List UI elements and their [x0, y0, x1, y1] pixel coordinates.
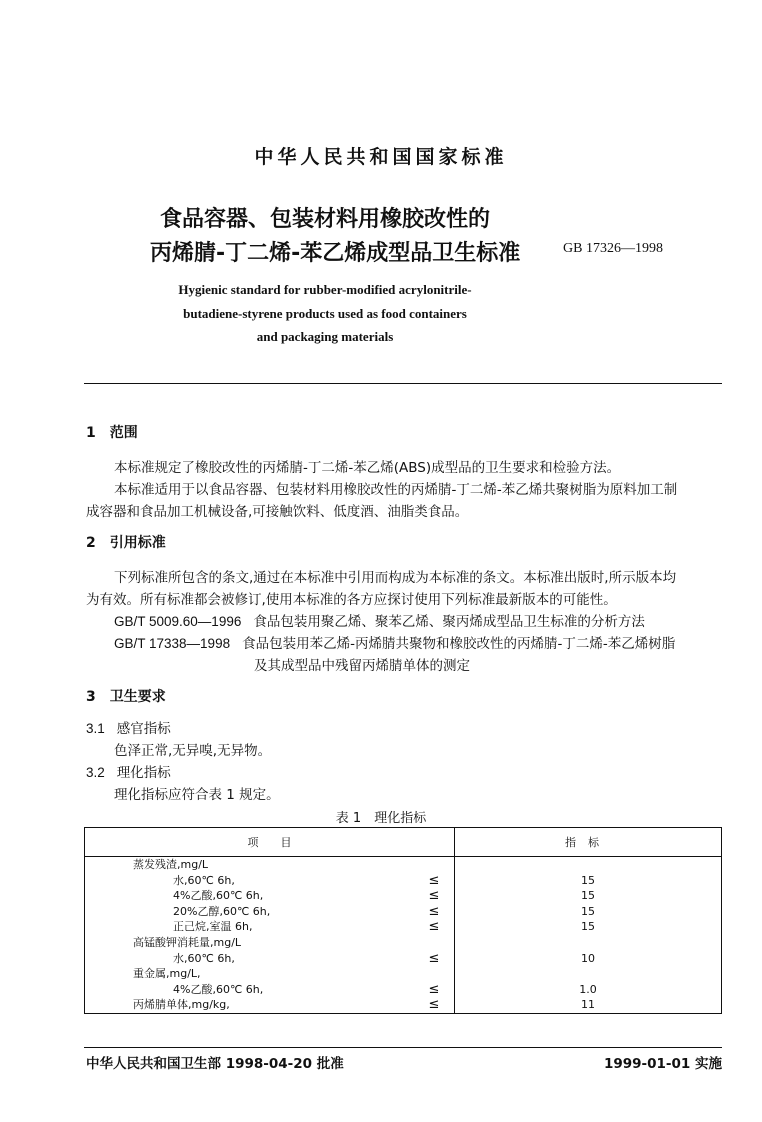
subsection-number: 3.2: [86, 765, 105, 780]
table-row: [85, 919, 722, 935]
row-value: 15: [455, 888, 722, 904]
subsection-title: 感官指标: [116, 721, 171, 737]
title-line-1: 食品容器、包装材料用橡胶改性的: [159, 207, 490, 232]
row-item: 高锰酸钾消耗量,mg/L: [133, 935, 242, 949]
section-2-paragraph-1-cont: 为有效。所有标准都会被修订,使用本标准的各方应探讨使用下列标准最新版本的可能性。: [86, 592, 617, 608]
row-value: 1.0: [455, 982, 722, 998]
row-item: 水,60℃ 6h,: [173, 873, 235, 887]
footer-divider: [84, 1047, 722, 1048]
row-value: 15: [455, 904, 722, 920]
section-2-paragraph-1: 下列标准所包含的条文,通过在本标准中引用而构成为本标准的条文。本标准出版时,所示版本均: [114, 570, 677, 586]
section-2-heading: [86, 532, 166, 552]
section-number: 1: [86, 425, 96, 441]
row-operator: ≤: [428, 981, 440, 997]
table-caption: 表 1 理化指标: [335, 811, 427, 826]
effective-date-line: 1999-01-01 实施: [603, 1056, 722, 1072]
title-line-2: 丙烯腈-丁二烯-苯乙烯成型品卫生标准: [150, 241, 521, 266]
approval-line: 中华人民共和国卫生部 1998-04-20 批准: [86, 1056, 344, 1072]
table-row: [85, 904, 722, 920]
row-value: [455, 966, 722, 982]
header-divider: [84, 383, 722, 384]
row-operator: ≤: [428, 888, 440, 904]
english-title-line-3: and packaging materials: [256, 329, 394, 344]
row-value: 11: [455, 997, 722, 1013]
reference-code: GB/T 17338—1998: [114, 636, 231, 651]
row-operator: ≤: [428, 997, 440, 1013]
row-value: 10: [455, 951, 722, 967]
row-item: 丙烯腈单体,mg/kg,: [133, 998, 230, 1012]
row-item: 蒸发残渣,mg/L: [133, 858, 209, 871]
section-title: 卫生要求: [109, 689, 166, 705]
subsection-number: 3.1: [86, 721, 105, 736]
table-row: [85, 997, 722, 1013]
english-title-line-1: Hygienic standard for rubber-modified acrylonitrile-: [178, 282, 472, 297]
reference-1: [114, 610, 645, 630]
reference-text: 食品包装用苯乙烯-丙烯腈共聚物和橡胶改性的丙烯腈-丁二烯-苯乙烯树脂: [242, 636, 676, 652]
row-item: 4%乙酸,60℃ 6h,: [173, 889, 264, 903]
section-1-paragraph-2: 本标准适用于以食品容器、包装材料用橡胶改性的丙烯腈-丁二烯-苯乙烯共聚树脂为原料加工制: [114, 482, 678, 498]
row-value: [455, 857, 722, 873]
chemical-indicators-table: [84, 827, 722, 1014]
reference-code: GB/T 5009.60—1996: [114, 614, 242, 629]
column-header-item: 项 目: [85, 828, 455, 857]
row-value: 15: [455, 873, 722, 889]
row-item: 20%乙醇,60℃ 6h,: [173, 904, 271, 918]
subsection-3-2-text: 理化指标应符合表 1 规定。: [114, 787, 280, 803]
table-row: [85, 857, 722, 873]
row-operator: ≤: [428, 872, 440, 888]
row-operator: [414, 935, 455, 951]
row-item: 水,60℃ 6h,: [173, 951, 235, 965]
reference-2: [114, 632, 675, 652]
section-1-heading: [86, 422, 138, 442]
section-number: 2: [86, 535, 96, 551]
subsection-3-2-heading: [86, 761, 171, 781]
row-item: 重金属,mg/L,: [133, 967, 201, 981]
standard-code: GB 17326—1998: [563, 241, 663, 256]
table-header-row: [85, 828, 722, 857]
english-title-line-2: butadiene-styrene products used as food containers: [183, 306, 467, 321]
section-3-heading: [86, 686, 166, 706]
table-row: [85, 935, 722, 951]
row-value: 15: [455, 919, 722, 935]
column-header-value: 指标: [455, 828, 722, 857]
table-row: [85, 873, 722, 889]
row-item: 正己烷,室温 6h,: [173, 920, 253, 934]
table-row: [85, 951, 722, 967]
subsection-3-1-heading: [86, 717, 171, 737]
table-row: [85, 888, 722, 904]
reference-text: 食品包装用聚乙烯、聚苯乙烯、聚丙烯成型品卫生标准的分析方法: [253, 614, 645, 630]
section-title: 引用标准: [109, 535, 166, 551]
row-operator: [414, 857, 455, 873]
section-number: 3: [86, 689, 96, 705]
issuer-heading: 中华人民共和国国家标准: [254, 146, 508, 168]
section-1-paragraph-2-cont: 成容器和食品加工机械设备,可接触饮料、低度酒、油脂类食品。: [86, 504, 469, 520]
subsection-title: 理化指标: [116, 765, 171, 781]
row-value: [455, 935, 722, 951]
row-operator: ≤: [428, 950, 440, 966]
subsection-3-1-text: 色泽正常,无异嗅,无异物。: [114, 743, 272, 759]
reference-2-cont: 及其成型品中残留丙烯腈单体的测定: [254, 658, 470, 674]
section-1-paragraph-1: 本标准规定了橡胶改性的丙烯腈-丁二烯-苯乙烯(ABS)成型品的卫生要求和检验方法。: [114, 460, 621, 476]
table-row: [85, 982, 722, 998]
row-operator: ≤: [428, 919, 440, 935]
table-row: [85, 966, 722, 982]
section-title: 范围: [109, 425, 138, 441]
row-operator: ≤: [428, 903, 440, 919]
row-item: 4%乙酸,60℃ 6h,: [173, 982, 264, 996]
row-operator: [414, 966, 455, 982]
